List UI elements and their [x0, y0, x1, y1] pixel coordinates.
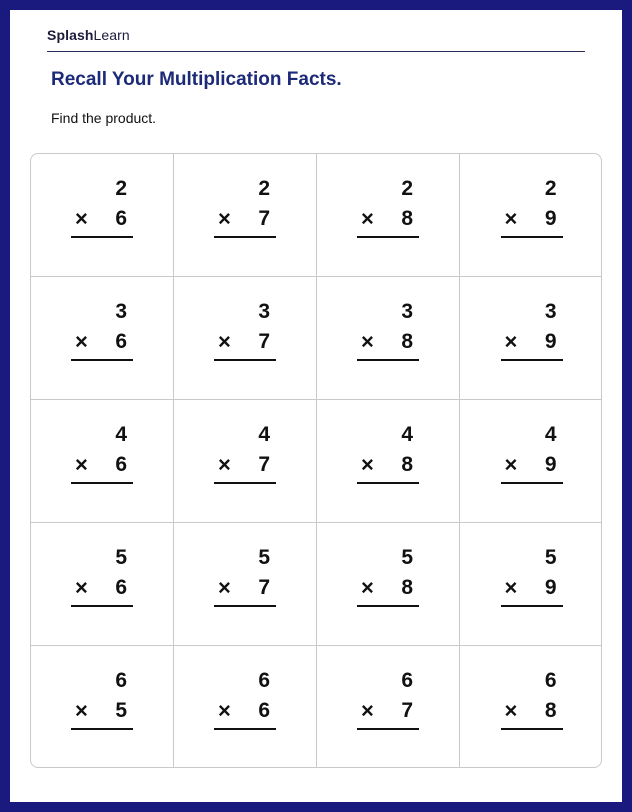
answer-line	[71, 728, 133, 730]
problem-cell	[317, 523, 460, 646]
answer-line	[71, 236, 133, 238]
multiplier: 7	[401, 699, 413, 722]
multiplier: 6	[258, 699, 270, 722]
times-icon: ×	[75, 329, 88, 354]
answer-line	[501, 605, 563, 607]
multiplier-line	[71, 573, 133, 603]
problem-cell	[31, 523, 174, 646]
multiplier-line	[501, 450, 563, 480]
brand-logo-bold: Splash	[47, 27, 94, 43]
instructions: Find the product.	[51, 110, 157, 126]
times-icon: ×	[218, 575, 231, 600]
answer-line	[501, 359, 563, 361]
problem-cell	[31, 154, 174, 277]
multiplicand: 2	[401, 177, 413, 200]
multiplicand: 4	[401, 423, 413, 446]
answer-line	[214, 482, 276, 484]
multiplicand: 3	[544, 300, 557, 323]
problem-cell	[174, 154, 317, 277]
brand-logo	[47, 27, 130, 43]
problem-grid	[30, 153, 602, 768]
multiplier: 8	[401, 330, 413, 353]
multiplier: 8	[401, 453, 413, 476]
answer-line	[357, 482, 419, 484]
answer-line	[357, 359, 419, 361]
multiplicand: 5	[115, 546, 127, 569]
multiplier: 8	[401, 207, 413, 230]
multiplier-line	[357, 696, 419, 726]
multiplicand: 5	[258, 546, 270, 569]
multiplication-problem	[501, 666, 563, 730]
multiplication-problem	[71, 666, 133, 730]
multiplication-problem	[357, 174, 419, 238]
multiplier-line	[357, 450, 419, 480]
answer-line	[214, 605, 276, 607]
multiplier-line	[71, 204, 133, 234]
multiplier-line	[214, 204, 276, 234]
times-icon: ×	[504, 698, 518, 723]
problem-cell	[174, 523, 317, 646]
problem-cell	[317, 277, 460, 400]
times-icon: ×	[361, 206, 374, 231]
times-icon: ×	[75, 206, 88, 231]
multiplier: 9	[544, 453, 557, 476]
multiplier: 9	[544, 330, 557, 353]
multiplier-line	[214, 573, 276, 603]
multiplier: 5	[115, 699, 127, 722]
answer-line	[214, 359, 276, 361]
multiplicand: 6	[258, 669, 270, 692]
multiplication-problem	[71, 174, 133, 238]
times-icon: ×	[361, 329, 374, 354]
multiplication-problem	[357, 543, 419, 607]
multiplication-problem	[214, 297, 276, 361]
multiplication-problem	[501, 297, 563, 361]
problem-cell	[174, 646, 317, 768]
times-icon: ×	[218, 698, 231, 723]
problem-cell	[31, 400, 174, 523]
multiplier-line	[214, 450, 276, 480]
multiplicand: 2	[544, 177, 557, 200]
multiplicand: 5	[401, 546, 413, 569]
multiplication-problem	[214, 420, 276, 484]
problem-cell	[174, 277, 317, 400]
multiplier: 6	[115, 576, 127, 599]
times-icon: ×	[75, 452, 88, 477]
multiplier-line	[357, 327, 419, 357]
times-icon: ×	[504, 575, 518, 600]
problem-cell	[31, 277, 174, 400]
multiplication-problem	[71, 420, 133, 484]
multiplicand: 4	[544, 423, 557, 446]
multiplication-problem	[357, 666, 419, 730]
multiplication-problem	[501, 543, 563, 607]
answer-line	[501, 236, 563, 238]
times-icon: ×	[75, 575, 88, 600]
multiplier-line	[501, 696, 563, 726]
multiplication-problem	[214, 543, 276, 607]
answer-line	[71, 359, 133, 361]
brand-logo-light: Learn	[93, 27, 130, 43]
multiplicand: 6	[401, 669, 413, 692]
multiplicand: 5	[544, 546, 557, 569]
multiplier-line	[214, 327, 276, 357]
answer-line	[357, 605, 419, 607]
multiplier-line	[214, 696, 276, 726]
times-icon: ×	[218, 452, 231, 477]
multiplier: 6	[115, 453, 127, 476]
times-icon: ×	[504, 329, 518, 354]
multiplicand: 2	[258, 177, 270, 200]
multiplicand: 3	[258, 300, 270, 323]
multiplicand: 3	[115, 300, 127, 323]
multiplier-line	[501, 204, 563, 234]
multiplier: 7	[258, 453, 270, 476]
multiplier-line	[501, 573, 563, 603]
problem-cell	[460, 523, 602, 646]
problem-cell	[174, 400, 317, 523]
multiplier-line	[71, 327, 133, 357]
answer-line	[357, 728, 419, 730]
multiplier-line	[501, 327, 563, 357]
multiplier: 8	[544, 699, 557, 722]
multiplier: 9	[544, 576, 557, 599]
multiplier-line	[357, 204, 419, 234]
answer-line	[71, 605, 133, 607]
times-icon: ×	[75, 698, 88, 723]
multiplier-line	[71, 696, 133, 726]
multiplier: 7	[258, 207, 270, 230]
multiplier-line	[357, 573, 419, 603]
multiplicand: 4	[258, 423, 270, 446]
problem-cell	[460, 400, 602, 523]
multiplier: 7	[258, 576, 270, 599]
problem-cell	[317, 154, 460, 277]
problem-cell	[460, 277, 602, 400]
worksheet-page	[10, 10, 622, 802]
times-icon: ×	[361, 575, 374, 600]
times-icon: ×	[361, 452, 374, 477]
problem-cell	[31, 646, 174, 768]
multiplicand: 3	[401, 300, 413, 323]
answer-line	[501, 482, 563, 484]
answer-line	[214, 236, 276, 238]
multiplier: 8	[401, 576, 413, 599]
multiplication-problem	[214, 666, 276, 730]
multiplication-problem	[357, 297, 419, 361]
multiplier-line	[71, 450, 133, 480]
times-icon: ×	[218, 206, 231, 231]
answer-line	[501, 728, 563, 730]
times-icon: ×	[504, 206, 518, 231]
multiplication-problem	[71, 543, 133, 607]
multiplicand: 2	[115, 177, 127, 200]
problem-cell	[460, 646, 602, 768]
multiplier: 6	[115, 330, 127, 353]
multiplier: 9	[544, 207, 557, 230]
multiplication-problem	[357, 420, 419, 484]
multiplier: 7	[258, 330, 270, 353]
multiplication-problem	[214, 174, 276, 238]
multiplication-problem	[501, 174, 563, 238]
multiplication-problem	[71, 297, 133, 361]
multiplication-problem	[501, 420, 563, 484]
problem-cell	[317, 646, 460, 768]
problem-cell	[460, 154, 602, 277]
multiplier: 6	[115, 207, 127, 230]
answer-line	[357, 236, 419, 238]
worksheet-title: Recall Your Multiplication Facts.	[51, 69, 342, 90]
multiplicand: 4	[115, 423, 127, 446]
answer-line	[71, 482, 133, 484]
times-icon: ×	[504, 452, 518, 477]
multiplicand: 6	[544, 669, 557, 692]
times-icon: ×	[361, 698, 374, 723]
answer-line	[214, 728, 276, 730]
multiplicand: 6	[115, 669, 127, 692]
times-icon: ×	[218, 329, 231, 354]
header-divider	[47, 51, 585, 52]
problem-cell	[317, 400, 460, 523]
